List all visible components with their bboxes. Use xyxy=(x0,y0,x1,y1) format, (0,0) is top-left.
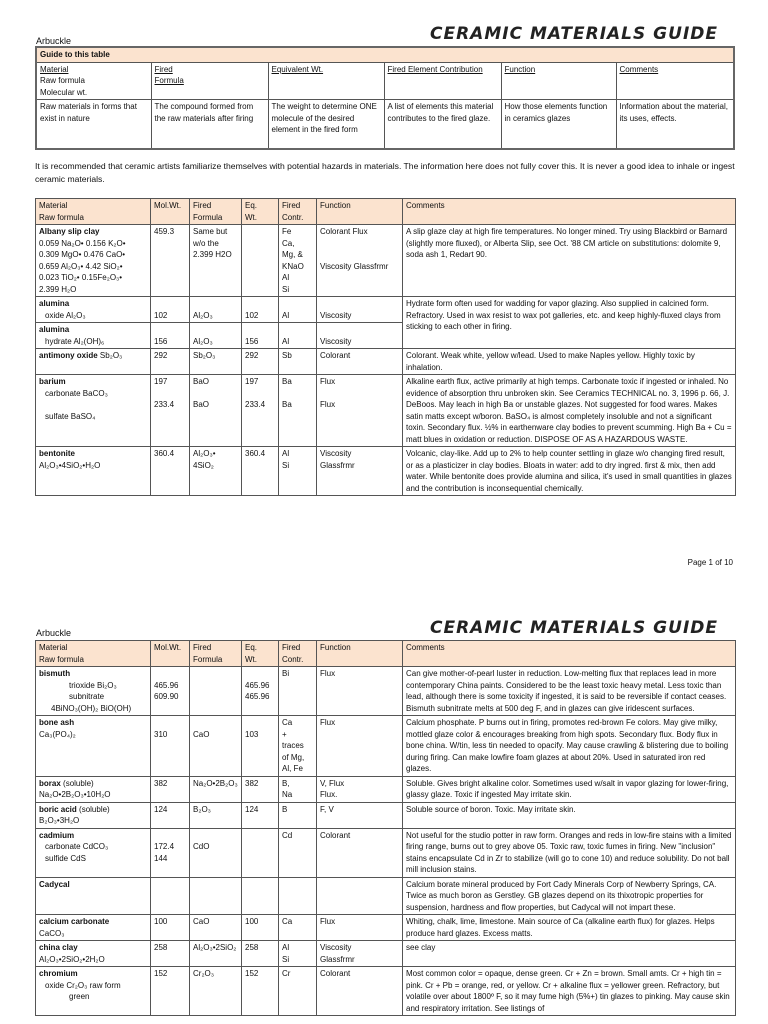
table-row xyxy=(36,349,736,375)
function-cell: Flux xyxy=(317,667,403,716)
guide-header-text: Comments xyxy=(619,64,659,74)
author-name: Arbuckle xyxy=(36,36,72,46)
molwt-cell: 465.96 xyxy=(154,680,179,690)
fired-cell: 4SiO₂ xyxy=(193,460,214,470)
formula-line: Na₂O•2B₂O₃•10H₂O xyxy=(39,790,111,799)
function-line: Viscosity xyxy=(320,943,352,952)
col-contr xyxy=(279,199,317,225)
formula-line: 0.059 Na₂O• 0.156 K₂O• xyxy=(39,238,126,248)
eq-cell: 156 xyxy=(245,336,259,346)
col-label: Wt. xyxy=(245,212,257,222)
contr-line: + xyxy=(282,729,287,739)
formula-line: sulfate BaSO₄ xyxy=(45,411,96,421)
page-number: Page 1 of 10 xyxy=(687,558,733,567)
table-row xyxy=(36,941,736,967)
guide-header-text: Function xyxy=(504,64,536,74)
col-molwt: Mol.Wt. xyxy=(151,641,190,667)
material-name: bismuth xyxy=(39,669,71,678)
guide-header-eq xyxy=(268,62,384,100)
material-name: calcium carbonate xyxy=(39,917,110,926)
formula-line: sulfide CdS xyxy=(45,853,86,863)
col-function: Function xyxy=(317,199,403,225)
formula-line: 0.659 Al₂O₃• 4.42 SiO₂• xyxy=(39,261,123,271)
material-name: Albany slip clay xyxy=(39,227,100,236)
comments-cell: Soluble. Gives bright alkaline color. Sometimes used w/salt in vapor glazing for lower-firing, glassy glaze. Toxic if ingested May irritate skin. xyxy=(403,776,736,802)
col-fired xyxy=(190,641,242,667)
table-row xyxy=(36,776,736,802)
col-molwt: Mol.Wt. xyxy=(151,199,190,225)
formula-line: B₂O₃•3H₂O xyxy=(39,816,80,825)
function-cell: Glassfrmr xyxy=(320,460,355,470)
material-name: barium xyxy=(39,377,66,386)
formula-line: carbonate CdCO₃ xyxy=(45,842,109,851)
comments-cell: Volcanic, clay-like. Add up to 2% to help counter settling in glaze w/o changing fired result, or as a plasticizer in clay bodies. Bloats in water: add to dry ingred. first & mix, then add water. While bentonite does provide alumina and silica, it's used in small quantities in glazes and the contribution is inconsequential chemically. xyxy=(403,447,736,496)
guide-header-text: Equivalent Wt. xyxy=(271,64,324,74)
contr-line: Ca, xyxy=(282,238,295,248)
eq-cell: 292 xyxy=(242,349,279,375)
function-line: Flux. xyxy=(320,790,338,799)
eq-cell: 102 xyxy=(245,310,259,320)
function-cell: Colorant xyxy=(317,828,403,877)
function-line: Viscosity Glassfrmr xyxy=(320,261,389,271)
contr-line: Mg, & xyxy=(282,250,303,259)
contr-cell: Ba xyxy=(282,400,292,409)
comments-cell: see clay xyxy=(403,941,736,967)
table-row xyxy=(36,877,736,915)
col-comments: Comments xyxy=(403,641,736,667)
table-row xyxy=(36,375,736,447)
molwt-cell: 156 xyxy=(154,336,168,346)
material-name-suffix: (soluble) xyxy=(63,778,94,788)
comments-cell: Calcium phosphate. P burns out in firing, promotes red-brown Fe colors. May give milky, mottled glaze color & encourages breaking from high spots. Secondary flux. Body flux in bone china. W/tin, less tin needed to opacify. May cause crawling & blistering due to boiling during firing. Can make lowfire foam glazes at about 20%. Used in saturated iron red glazes. xyxy=(403,716,736,777)
material-name: cadmium xyxy=(39,830,75,840)
contr-line: Al, Fe xyxy=(282,764,303,773)
formula-line: oxide Al₂O₃ xyxy=(45,310,86,320)
molwt-cell: 233.4 xyxy=(154,400,175,409)
col-label: Raw formula xyxy=(39,212,84,222)
material-name-suffix: (soluble) xyxy=(79,804,110,814)
eq-cell: 233.4 xyxy=(245,400,266,409)
formula-line: 2.399 H₂O xyxy=(39,284,77,294)
eq-cell: 465.96 xyxy=(245,692,270,701)
guide-desc: Raw materials in forms that exist in nature xyxy=(36,100,151,149)
formula-line: 4BiNO₃(OH)₂ BiO(OH) xyxy=(51,703,132,713)
contr-cell: Al xyxy=(282,310,290,320)
function-line: Glassfrmr xyxy=(320,954,355,964)
formula-line: 0.023 TiO₂• 0.15Fe₂O₃• xyxy=(39,273,123,282)
col-label: Fired xyxy=(193,643,212,652)
comments-cell: Alkaline earth flux, active primarily at high temps. Carbonate toxic if ingested or inhaled. No evidence of absorption thru unbroken skin. See Ceramics TECHNICAL no. 3, 1996 p. 66, J. DeBoos. May leach in high Ba or unstable glazes. Not suggested for food wares. Makes satin matts except w/boron. BaSO₄ is almost completely insoluble and not a significant toxin. Secondary flux. ½% in earthenware clay bodies to prevent scumming. High Ba + Cu = matt blues in oxidation or reduction. DISPOSE OF AS A HAZARDOUS WASTE. xyxy=(403,375,736,447)
col-label: Material xyxy=(39,201,68,210)
molwt-cell: 124 xyxy=(151,802,190,828)
eq-cell: 360.4 xyxy=(242,447,279,496)
document-title: CERAMIC MATERIALS GUIDE xyxy=(429,618,718,638)
fired-cell: Al₂O₃ xyxy=(193,310,213,320)
col-label: Fired xyxy=(193,201,212,210)
col-label: Formula xyxy=(193,212,223,222)
table-row xyxy=(36,447,736,496)
guide-desc: Information about the material, its uses, effects. xyxy=(616,100,734,149)
intro-paragraph: It is recommended that ceramic artists familiarize themselves with potential hazards in materials. The information here does not fully cover this. It is never a good idea to inhale or ingest ceramic materials. xyxy=(35,161,735,184)
col-function: Function xyxy=(317,641,403,667)
molwt-cell: 310 xyxy=(154,729,168,739)
col-label: Eq. xyxy=(245,201,258,210)
table-row xyxy=(36,802,736,828)
function-cell: Viscosity xyxy=(320,336,352,346)
guide-header-material xyxy=(36,62,151,100)
formula-line: oxide Cr₂O₃ raw form xyxy=(45,980,121,990)
guide-header-text: Fired Element Contribution xyxy=(387,64,483,74)
comments-cell: Can give mother-of-pearl luster in reduction. Low-melting flux that replaces lead in more contemporary China paints. Considered to be the least toxic heavy metal. Less toxic than lead, although there is some toxicity if ingested, it is said to be reversible if contact ceases. Bismuth subnitrate melts at 500 deg F, and in glazes can give iridescent surfaces. xyxy=(403,667,736,716)
contr-cell: Al xyxy=(282,449,290,458)
function-line: V, Flux xyxy=(320,778,345,788)
contr-line: Al xyxy=(282,273,290,282)
contr-line: Al xyxy=(282,943,290,952)
formula-line: Al₂O₃•2SiO₂•2H₂O xyxy=(39,954,105,964)
function-cell: Flux xyxy=(317,915,403,941)
contr-cell: Al xyxy=(282,336,290,346)
comments-cell: Most common color = opaque, dense green. Cr + Zn = brown. Small amts. Cr + high tin = pink. Cr + Pb = orange, red, or yellow. Cr + alkaline flux = yellower green. Refractory, but volatile over about 1800º F, so it may fume high (5%+) tin glazes to pinking. May cause skin and respiratory irritation. See listings of xyxy=(403,967,736,1016)
formula-line: green xyxy=(69,992,90,1001)
contr-line: of Mg, xyxy=(282,752,305,762)
fired-cell: Cr₂O₃ xyxy=(190,967,242,1016)
function-cell: F, V xyxy=(317,802,403,828)
molwt-cell: 258 xyxy=(151,941,190,967)
material-name: antimony oxide xyxy=(39,351,98,360)
guide-table xyxy=(35,46,735,150)
fired-cell: BaO xyxy=(193,400,210,409)
guide-header-comments xyxy=(616,62,734,100)
molwt-cell: 609.90 xyxy=(154,692,179,701)
contr-line: KNaO xyxy=(282,261,304,271)
guide-header-function xyxy=(501,62,616,100)
formula-line: Ca₃(PO₄)₂ xyxy=(39,729,76,739)
fired-cell: Sb₂O₃ xyxy=(190,349,242,375)
col-label: Fired xyxy=(282,643,301,652)
function-cell: Colorant xyxy=(317,967,403,1016)
guide-header-text: Fired xyxy=(154,64,173,74)
table-row xyxy=(36,297,736,323)
function-cell: Viscosity xyxy=(320,310,352,320)
contr-line: Ca xyxy=(282,718,293,727)
molwt-cell: 292 xyxy=(151,349,190,375)
comments-cell: Soluble source of boron. Toxic. May irritate skin. xyxy=(403,802,736,828)
molwt-cell: 100 xyxy=(151,915,190,941)
eq-cell: 382 xyxy=(242,776,279,802)
eq-cell: 152 xyxy=(242,967,279,1016)
contr-cell: Cd xyxy=(279,828,317,877)
material-name: Cadycal xyxy=(39,879,70,889)
col-comments: Comments xyxy=(403,199,736,225)
fired-cell: B₂O₃ xyxy=(190,802,242,828)
col-label: Fired xyxy=(282,201,301,210)
contr-line: Si xyxy=(282,954,290,964)
function-cell: Flux xyxy=(320,400,336,409)
table-row xyxy=(36,667,736,716)
contr-cell: B xyxy=(279,802,317,828)
formula-line: CaCO₃ xyxy=(39,928,65,938)
col-label: Contr. xyxy=(282,654,304,664)
contr-line: Si xyxy=(282,284,290,294)
formula-line: trioxide Bi₂O₃ xyxy=(69,680,117,690)
fired-cell: CdO xyxy=(193,842,210,851)
comments-cell: Hydrate form often used for wadding for vapor glazing. Also supplied in calcined form. Refractory. Used in wax resist to wax pot galleries, etc. and keep highly-fluxed clays from sticking to each other in firing. xyxy=(403,297,736,349)
comments-cell: Not useful for the studio potter in raw form. Oranges and reds in low-fire stains with a limited firing range, burns out to grey above 05. Toxic raw, toxic fumes in firing. New "inclusion" stains encapsulate Cd in Zr to stabilize (will go to cone 10) and reduce solubility. Do not ball mill inclusion stains. xyxy=(403,828,736,877)
col-contr xyxy=(279,641,317,667)
col-label: Formula xyxy=(193,654,223,664)
col-fired xyxy=(190,199,242,225)
contr-line: traces xyxy=(282,741,304,750)
guide-header-text: Raw formula xyxy=(40,76,85,85)
material-name: bone ash xyxy=(39,718,75,727)
molwt-cell: 459.3 xyxy=(151,225,190,297)
formula-line: subnitrate xyxy=(69,692,105,701)
material-name: boric acid xyxy=(39,804,77,814)
eq-cell: 103 xyxy=(245,729,259,739)
function-cell xyxy=(317,225,403,297)
material-name: chromium xyxy=(39,969,78,978)
eq-cell: 100 xyxy=(242,915,279,941)
function-line: Colorant Flux xyxy=(320,227,368,236)
molwt-cell: 197 xyxy=(154,377,168,386)
fired-cell: Al₂O₃ xyxy=(193,336,213,346)
col-material xyxy=(36,641,151,667)
guide-header-text: Molecular wt. xyxy=(40,87,88,97)
material-name: alumina xyxy=(39,299,70,308)
contr-line: Na xyxy=(282,790,293,799)
col-label: Eq. xyxy=(245,643,258,652)
material-name: alumina xyxy=(39,325,70,334)
author-name: Arbuckle xyxy=(36,628,72,638)
guide-caption: Guide to this table xyxy=(36,47,734,62)
col-eq xyxy=(242,641,279,667)
molwt-cell: 172.4 xyxy=(154,842,175,851)
guide-header-contribution xyxy=(384,62,501,100)
contr-line: B, xyxy=(282,778,290,788)
function-cell: Colorant xyxy=(317,349,403,375)
eq-cell: 197 xyxy=(245,377,259,386)
col-eq xyxy=(242,199,279,225)
formula-line: hydrate Al₂(OH)₆ xyxy=(45,336,105,346)
guide-desc: The compound formed from the raw materials after firing xyxy=(151,100,268,149)
molwt-cell: 382 xyxy=(151,776,190,802)
table-row xyxy=(36,225,736,297)
eq-cell xyxy=(242,225,279,297)
table-row xyxy=(36,828,736,877)
molwt-cell: 360.4 xyxy=(151,447,190,496)
table-row xyxy=(36,967,736,1016)
comments-cell: Calcium borate mineral produced by Fort Cady Minerals Corp of Newberry Springs, CA. Twice as much boron as Gerstley. GB glazes depend on its thixotropic properties for suspension, hardness and flow properties, but Cadycal will not impart these. xyxy=(403,877,736,915)
fired-cell: Na₂O•2B₂O₃ xyxy=(190,776,242,802)
guide-desc: A list of elements this material contributes to the fired glaze. xyxy=(384,100,501,149)
document-title: CERAMIC MATERIALS GUIDE xyxy=(429,24,718,44)
materials-table-page1 xyxy=(35,198,736,496)
formula-line: 0.309 MgO• 0.476 CaO• xyxy=(39,250,126,259)
function-cell: Viscosity xyxy=(320,449,352,458)
col-label: Material xyxy=(39,643,68,652)
fired-cell: Al₂O₃•2SiO₂ xyxy=(190,941,242,967)
fired-cell: CaO xyxy=(190,915,242,941)
guide-desc: How those elements function in ceramics glazes xyxy=(501,100,616,149)
function-cell: Flux xyxy=(320,377,336,386)
eq-cell: 465.96 xyxy=(245,680,270,690)
formula-line: Sb₂O₃ xyxy=(99,351,123,360)
materials-table-page2 xyxy=(35,640,736,1016)
contr-cell: Cr xyxy=(279,967,317,1016)
fired-cell: Al₂O₃• xyxy=(193,449,216,458)
col-label: Contr. xyxy=(282,212,304,222)
table-row xyxy=(36,716,736,777)
formula-line: carbonate BaCO₃ xyxy=(45,388,108,398)
col-label: Wt. xyxy=(245,654,257,664)
contr-cell: Ca xyxy=(279,915,317,941)
col-material xyxy=(36,199,151,225)
fired-cell: BaO xyxy=(193,377,210,386)
contr-cell: Bi xyxy=(279,667,317,716)
contr-cell: Ba xyxy=(282,377,292,386)
molwt-cell: 152 xyxy=(151,967,190,1016)
material-name: china clay xyxy=(39,943,78,952)
contr-cell xyxy=(279,225,317,297)
eq-cell: 258 xyxy=(242,941,279,967)
material-name: borax xyxy=(39,778,61,788)
molwt-cell: 102 xyxy=(154,310,168,320)
comments-cell: A slip glaze clay at high fire temperatures. No longer mined. Try using Blackbird or Barnard (slightly more fluxed), or Alberta Slip, see Oct. '88 CM article on substitutions: dolomite 9, soda ash 1, Redart 90. xyxy=(403,225,736,297)
function-cell: Flux xyxy=(317,716,403,777)
guide-header-text: Material xyxy=(40,64,69,74)
guide-header-fired xyxy=(151,62,268,100)
guide-desc: The weight to determine ONE molecule of the desired element in the fired form xyxy=(268,100,384,149)
fired-cell: Same but w/o the 2.399 H2O xyxy=(190,225,242,297)
formula-line: Al₂O₃•4SiO₂•H₂O xyxy=(39,460,101,470)
eq-cell: 124 xyxy=(242,802,279,828)
comments-cell: Whiting, chalk, lime, limestone. Main source of Ca (alkaline earth flux) for glazes. Helps produce hard glazes. Excess matts. xyxy=(403,915,736,941)
molwt-cell: 144 xyxy=(154,853,168,863)
col-label: Raw formula xyxy=(39,654,84,664)
comments-cell: Colorant. Weak white, yellow w/lead. Used to make Naples yellow. Highly toxic by inhalation. xyxy=(403,349,736,375)
material-name: bentonite xyxy=(39,449,75,458)
guide-header-text: Formula xyxy=(154,76,184,85)
contr-cell: Sb xyxy=(279,349,317,375)
contr-line: Fe xyxy=(282,227,292,236)
fired-cell: CaO xyxy=(193,729,210,739)
table-row xyxy=(36,915,736,941)
contr-cell: Si xyxy=(282,460,290,470)
